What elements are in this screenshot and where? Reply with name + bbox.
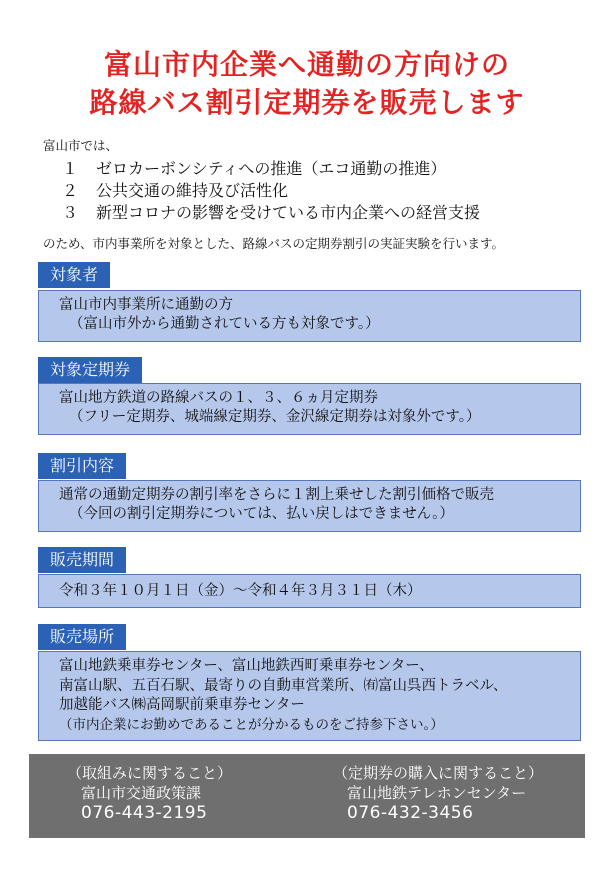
- goal-text: 公共交通の維持及び活性化: [96, 181, 289, 200]
- title-line-1: 富山市内企業へ通勤の方向けの: [103, 48, 510, 81]
- goal-list: [62, 158, 480, 224]
- goal-text: ゼロカーボンシティへの推進（エコ通勤の推進）: [96, 159, 447, 178]
- place-line-1: 富山地鉄乗車券センター、富山地鉄西町乗車券センター、: [59, 658, 434, 674]
- goal-item: [62, 180, 480, 202]
- contact-right-phone: 076-432-3456: [347, 803, 474, 823]
- discount-line-2: （今回の割引定期券については、払い戻しはできません。）: [69, 506, 454, 522]
- goal-text: 新型コロナの影響を受けている市内企業への経営支援: [96, 203, 481, 222]
- pass-line-1: 富山地方鉄道の路線バスの１、３、６ヵ月定期券: [59, 390, 378, 406]
- contact-left: [67, 763, 232, 823]
- contact-left-phone: 076-443-2195: [81, 803, 208, 823]
- target-line-2: （富山市外から通勤されている方も対象です。）: [69, 316, 380, 332]
- contact-footer: [29, 754, 585, 838]
- discount-line-1: 通常の通勤定期券の割引率をさらに１割上乗せした割引価格で販売: [59, 487, 494, 503]
- contact-left-heading: （取組みに関すること）: [67, 764, 233, 782]
- goal-item: [62, 202, 480, 224]
- title-line-2: 路線バス割引定期券を販売します: [89, 86, 525, 119]
- section-box-pass: [38, 383, 581, 435]
- place-note: （市内企業にお勤めであることが分かるものをご持参下さい。）: [59, 716, 444, 733]
- goal-item: [62, 158, 480, 180]
- contact-right-heading: （定期券の購入に関すること）: [333, 764, 544, 782]
- section-box-target: [38, 290, 581, 342]
- section-label-period: 販売期間: [38, 547, 126, 573]
- goal-number: １: [62, 159, 79, 178]
- contact-left-name: 富山市交通政策課: [81, 784, 202, 802]
- goal-number: ２: [62, 181, 79, 200]
- place-line-2: 南富山駅、五百石駅、最寄りの自動車営業所、㈲富山呉西トラベル、: [59, 677, 508, 694]
- section-label-place: 販売場所: [38, 624, 126, 650]
- purpose-text: のため、市内事業所を対象とした、路線バスの定期券割引の実証実験を行います。: [43, 236, 505, 251]
- contact-right-name: 富山地鉄テレホンセンター: [347, 784, 527, 802]
- goal-number: ３: [62, 203, 79, 222]
- period-line-1: 令和３年１０月１日（金）～令和４年３月３１日（木）: [59, 583, 422, 599]
- place-line-3: 加越能バス㈱高岡駅前乗車券センター: [59, 697, 305, 713]
- section-box-place: [38, 651, 581, 741]
- section-box-period: [38, 574, 581, 608]
- intro-text: 富山市では、: [43, 138, 119, 153]
- section-label-discount: 割引内容: [38, 453, 126, 479]
- section-box-discount: [38, 480, 581, 532]
- contact-right: [333, 763, 543, 823]
- section-label-pass: 対象定期券: [38, 357, 142, 383]
- target-line-1: 富山市内事業所に通勤の方: [59, 297, 233, 313]
- pass-line-2: （フリー定期券、城端線定期券、金沢線定期券は対象外です。）: [69, 409, 481, 425]
- section-label-target: 対象者: [38, 262, 110, 288]
